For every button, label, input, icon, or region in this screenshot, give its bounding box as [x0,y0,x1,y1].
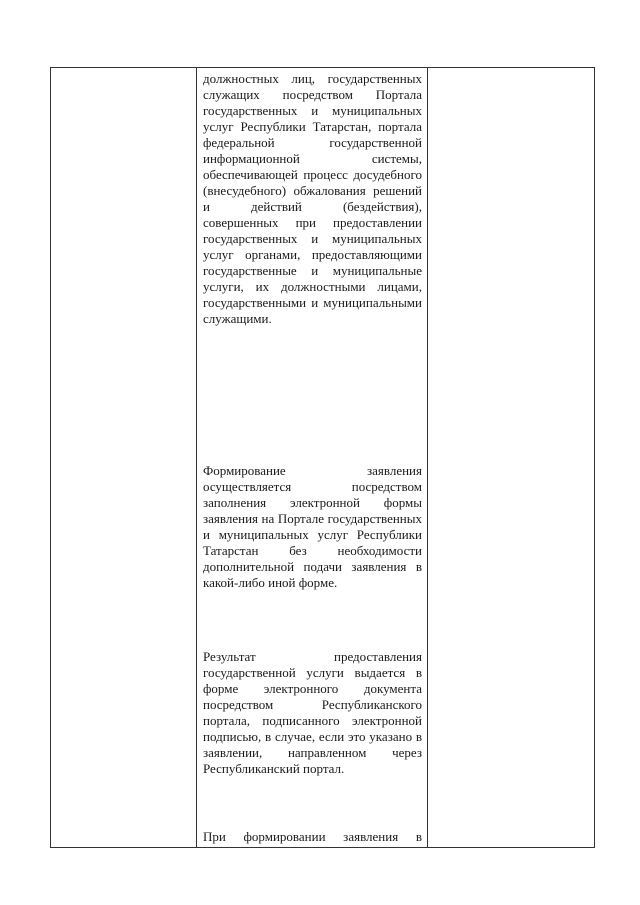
right-cell [428,68,594,847]
middle-cell [197,68,427,847]
paragraph-application-forming: Формирование заявления осуществляется посредством заполнения электронной формы заявления на Портале государственных и муниципальных услуг Республики Татарстан без необходимости дополнительной подачи заявления в какой-либо иной форме. [203,463,422,590]
left-cell [51,68,196,847]
paragraph-service-result: Результат предоставления государственной услуги выдается в форме электронного документа посредством Республиканского портала, подписанного электронной подписью, в случае, если это указано в заявлении, направленном через Республиканский портал. [203,649,422,776]
document-table [50,67,595,848]
paragraph-continued: При формировании заявления в [203,829,422,844]
paragraph-appeal-portals: должностных лиц, государственных служащих посредством Портала государственных и муниципальных услуг Республики Татарстан, портала федеральной государственной информационной системы, обеспечивающей процесс досудебного (внесудебного) обжалования решений и действий (бездействия), совершенных при предоставлении государственных и муниципальных услуг органами, предоставляющими государственные и муниципальные услуги, их должностными лицами, государственными и муниципальными служащими. [203,71,422,326]
